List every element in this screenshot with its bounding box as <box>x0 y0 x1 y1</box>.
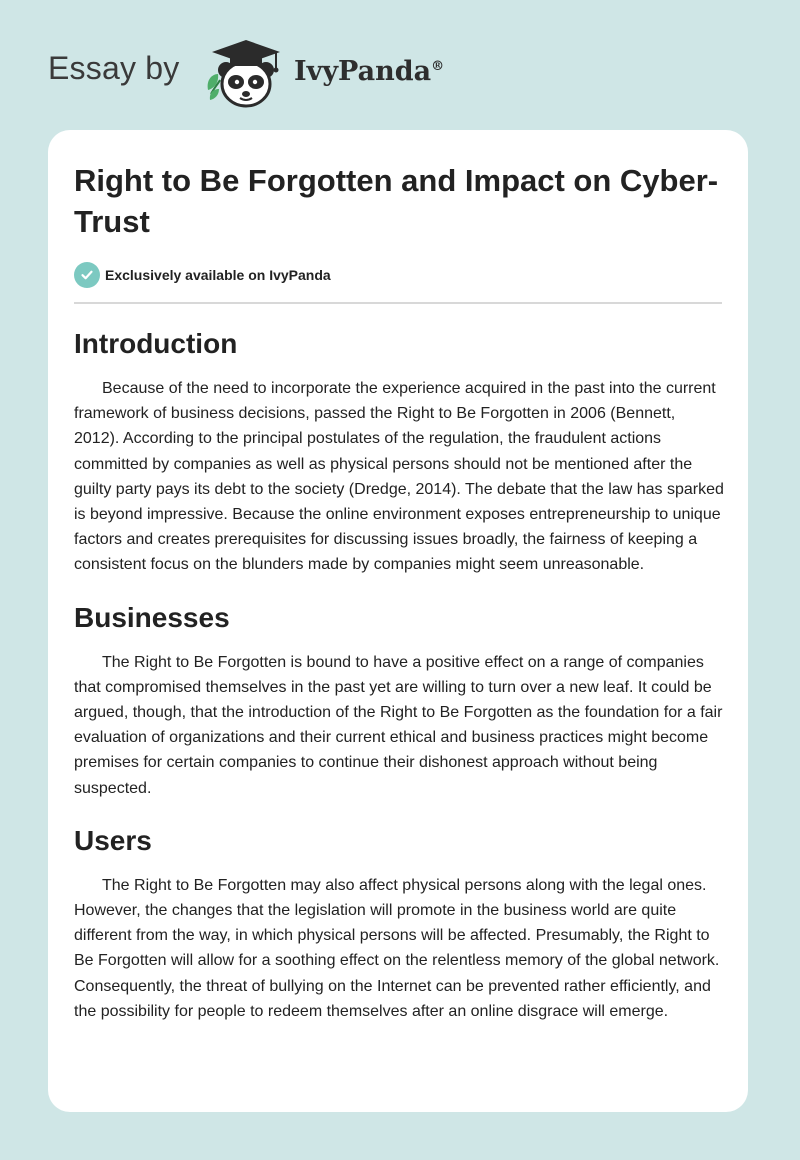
site-header <box>48 30 752 110</box>
section-paragraph-introduction: Because of the need to incorporate the experience acquired in the past into the current framework of business decisions, passed the Right to Be Forgotten in 2006 (Bennett, 2012). According to the principal postulates of the regulation, the fraudulent actions committed by companies as well as physical persons should not be mentioned after the guilty party pays its debt to the society (Dredge, 2014). The debate that the law has sparked is beyond impressive. Because the online environment exposes entrepreneurship to unique factors and creates prerequisites for discussing issues broadly, the fairness of keeping a consistent focus on the blunders made by companies might seem unreasonable. <box>74 380 724 574</box>
exclusive-badge <box>74 262 724 288</box>
essay-by-label: Essay by <box>48 50 180 86</box>
check-circle-icon <box>74 262 100 288</box>
section-heading-introduction: Introduction <box>74 328 238 359</box>
registered-mark: ® <box>431 59 445 74</box>
section-paragraph-businesses: The Right to Be Forgotten is bound to have a positive effect on a range of companies that compromised themselves in the past yet are willing to turn over a new leaf. It could be argued, though, that the introduction of the Right to Be Forgotten as the foundation for a fair evaluation of organizations and their current ethical and business practices might become premises for certain companies to continue their dishonest approach without being suspected. <box>74 653 723 797</box>
divider <box>74 302 722 304</box>
panda-graduate-logo-icon[interactable] <box>200 34 290 110</box>
brand-name[interactable]: IvyPanda® <box>294 56 445 87</box>
section-paragraph-users: The Right to Be Forgotten may also affect physical persons along with the legal ones. However, the changes that the legislation will promote in the business world are quite different from the way, in which physical persons will be affected. Presumably, the Right to Be Forgotten will allow for a soothing effect on the relentless memory of the global network. Consequently, the threat of bullying on the Internet can be prevented rather efficiently, and the possibility for people to redeem themselves after an online disgrace will emerge. <box>74 876 720 1020</box>
essay-card <box>48 130 748 1112</box>
section-heading-businesses: Businesses <box>74 601 230 633</box>
section-heading-users: Users <box>74 824 152 856</box>
page-title: Right to Be Forgotten and Impact on Cyber-Trust <box>74 163 719 239</box>
badge-label: Exclusively available on IvyPanda <box>105 267 331 283</box>
essay-content <box>74 160 724 1024</box>
